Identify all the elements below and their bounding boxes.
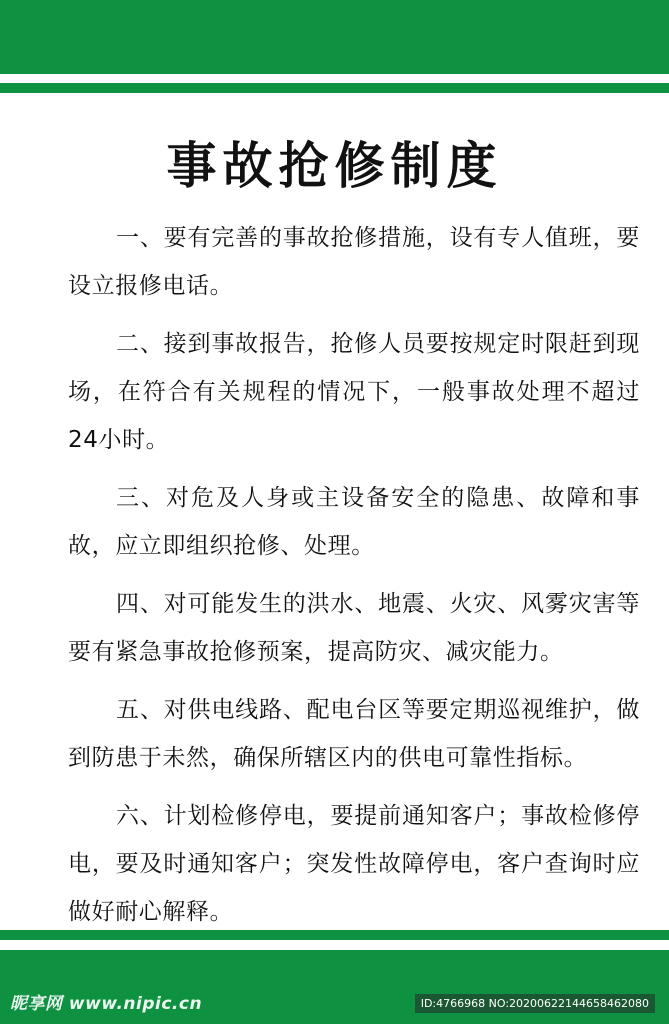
- rule-paragraph-6: 六、计划检修停电，要提前通知客户；事故检修停电，要及时通知客户；突发性故障停电，客户查询时应做好耐心解释。: [68, 803, 640, 925]
- site-watermark: 昵享网 www.nipic.cn: [10, 994, 203, 1014]
- rule-paragraph-5: 五、对供电线路、配电台区等要定期巡视维护，做到防患于未然，确保所辖区内的供电可靠性指标。: [68, 697, 640, 771]
- rule-paragraph-1: 一、要有完善的事故抢修措施，设有专人值班，要设立报修电话。: [68, 225, 640, 299]
- top-green-band: [0, 0, 669, 74]
- rule-paragraph-2: 二、接到事故报告，抢修人员要按规定时限赶到现场，在符合有关规程的情况下，一般事故处理不超过24小时。: [68, 331, 640, 453]
- rule-paragraph-4: 四、对可能发生的洪水、地震、火灾、风雾灾害等要有紧急事故抢修预案，提高防灾、减灾能力。: [68, 591, 640, 665]
- image-id-label: ID:4766968 NO:20200622144658462080: [415, 994, 655, 1013]
- bottom-green-stripe: [0, 930, 669, 940]
- document-title: 事故抢修制度: [166, 137, 503, 195]
- rule-paragraph-3: 三、对危及人身或主设备安全的隐患、故障和事故，应立即组织抢修、处理。: [68, 485, 640, 559]
- top-green-stripe: [0, 83, 669, 93]
- rules-body: [68, 214, 640, 946]
